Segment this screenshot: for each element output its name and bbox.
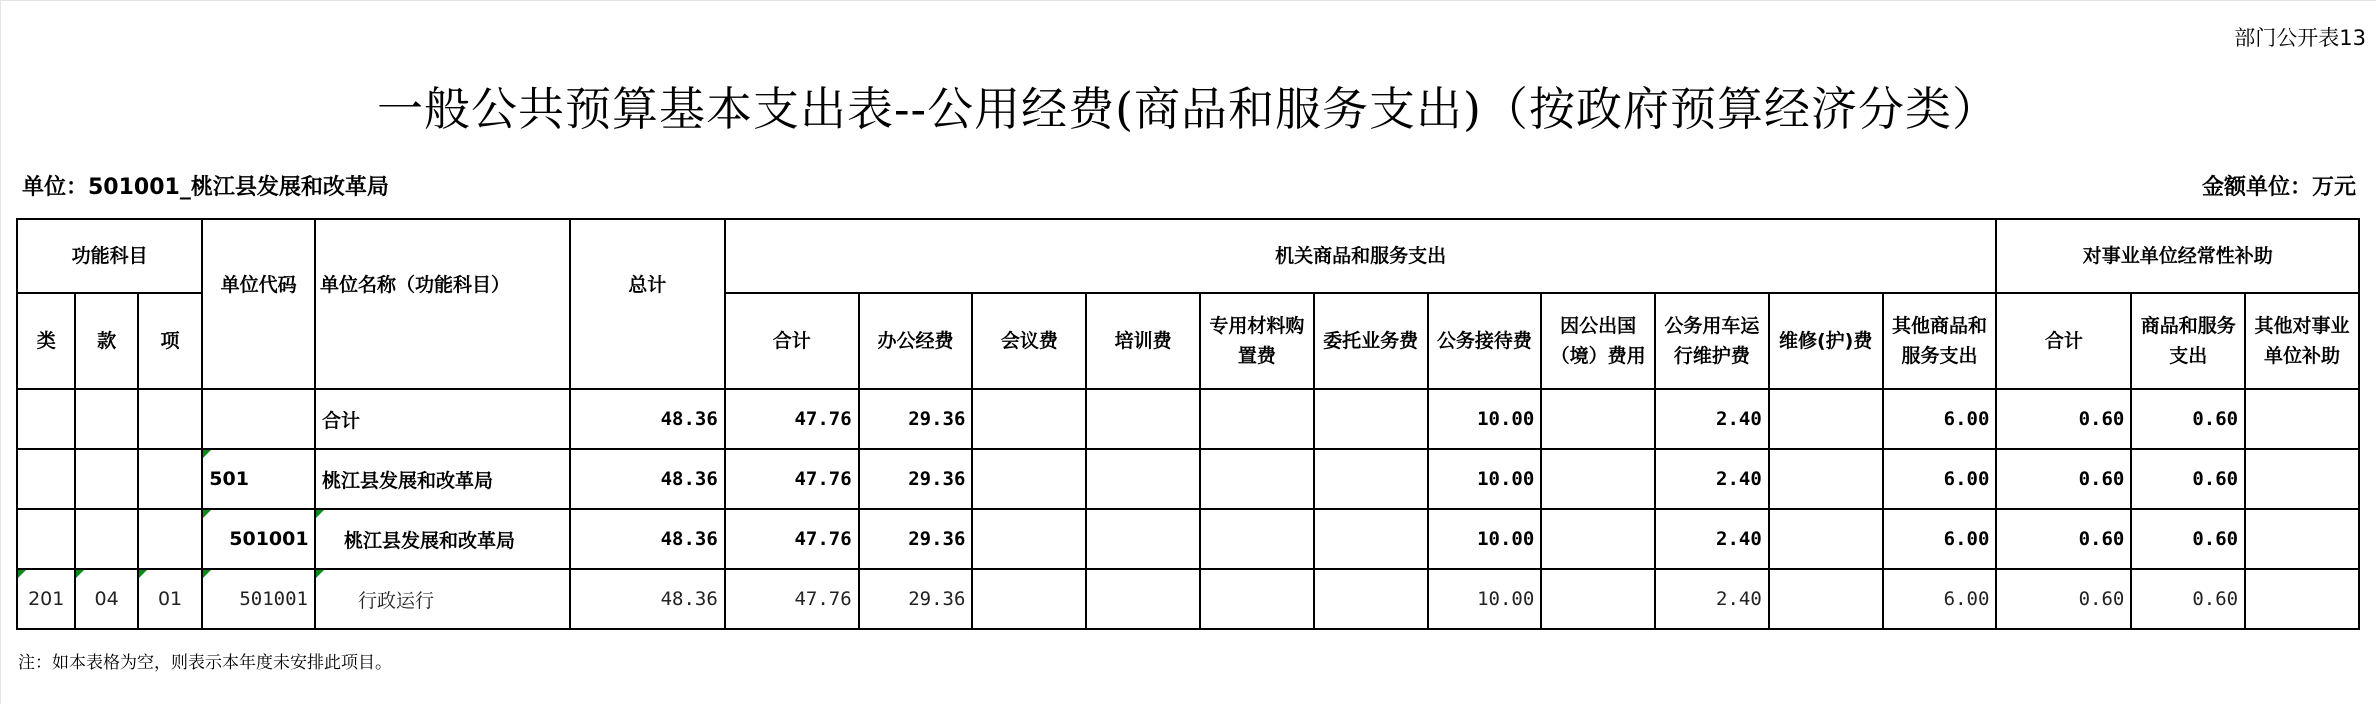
header-training-fee: 培训费: [1086, 293, 1200, 389]
cell-org[interactable]: 2.40: [1655, 449, 1769, 509]
cell-sub[interactable]: 0.60: [2131, 569, 2245, 629]
cell-name[interactable]: 桃江县发展和改革局: [315, 509, 570, 569]
header-total: 总计: [570, 219, 725, 389]
cell-org[interactable]: 47.76: [725, 449, 859, 509]
cell-org[interactable]: 10.00: [1428, 389, 1542, 449]
cell-org[interactable]: 6.00: [1883, 389, 1997, 449]
header-meeting-fee: 会议费: [972, 293, 1086, 389]
cell-org[interactable]: [1086, 389, 1200, 449]
cell-kuan[interactable]: [75, 389, 137, 449]
header-lei: 类: [17, 293, 75, 389]
cell-sub[interactable]: 0.60: [1996, 569, 2131, 629]
header-unit-code: 单位代码: [202, 219, 315, 389]
table-row: [17, 569, 2359, 629]
cell-org[interactable]: 6.00: [1883, 569, 1997, 629]
cell-org[interactable]: [972, 569, 1086, 629]
header-row-1: [17, 219, 2359, 293]
cell-name[interactable]: 行政运行: [315, 569, 570, 629]
cell-sub[interactable]: 0.60: [2131, 509, 2245, 569]
cell-code[interactable]: 501001: [202, 569, 315, 629]
form-tag: 部门公开表13: [2234, 26, 2366, 50]
cell-org[interactable]: [1200, 569, 1314, 629]
cell-org[interactable]: [1200, 389, 1314, 449]
cell-org[interactable]: [1769, 509, 1883, 569]
cell-org[interactable]: 6.00: [1883, 509, 1997, 569]
cell-org[interactable]: [1541, 569, 1655, 629]
cell-xiang[interactable]: 01: [138, 569, 202, 629]
table-row: [17, 509, 2359, 569]
unit-label: 单位：501001_桃江县发展和改革局: [22, 175, 389, 200]
header-subsidy-other: 其他对事业单位补助: [2245, 293, 2359, 389]
cell-org[interactable]: [1086, 569, 1200, 629]
cell-org[interactable]: 29.36: [859, 389, 973, 449]
header-commission-fee: 委托业务费: [1314, 293, 1428, 389]
cell-org[interactable]: 2.40: [1655, 389, 1769, 449]
cell-org[interactable]: [1200, 509, 1314, 569]
cell-lei[interactable]: [17, 509, 75, 569]
cell-xiang[interactable]: [138, 449, 202, 509]
cell-org[interactable]: 47.76: [725, 569, 859, 629]
header-reception-fee: 公务接待费: [1428, 293, 1542, 389]
cell-org[interactable]: 6.00: [1883, 449, 1997, 509]
cell-org[interactable]: [972, 449, 1086, 509]
cell-sub[interactable]: [2245, 569, 2359, 629]
cell-sub[interactable]: 0.60: [1996, 389, 2131, 449]
cell-name[interactable]: 合计: [315, 389, 570, 449]
header-office-cost: 办公经费: [859, 293, 973, 389]
cell-org[interactable]: [1541, 449, 1655, 509]
table-row: [17, 389, 2359, 449]
cell-name[interactable]: 桃江县发展和改革局: [315, 449, 570, 509]
cell-org[interactable]: [1769, 569, 1883, 629]
cell-sub[interactable]: [2245, 509, 2359, 569]
header-unit-name: 单位名称（功能科目）: [315, 219, 570, 389]
cell-org[interactable]: 2.40: [1655, 509, 1769, 569]
cell-sub[interactable]: 0.60: [1996, 509, 2131, 569]
cell-xiang[interactable]: [138, 389, 202, 449]
cell-org[interactable]: 29.36: [859, 509, 973, 569]
header-func-subject: 功能科目: [17, 219, 202, 293]
cell-kuan[interactable]: 04: [75, 569, 137, 629]
cell-org[interactable]: [1769, 449, 1883, 509]
cell-sub[interactable]: 0.60: [2131, 449, 2245, 509]
cell-org[interactable]: [1769, 389, 1883, 449]
cell-org[interactable]: [1541, 389, 1655, 449]
cell-lei[interactable]: [17, 449, 75, 509]
header-subsidy-group: 对事业单位经常性补助: [1996, 219, 2359, 293]
expense-table: [16, 218, 2360, 630]
cell-org[interactable]: [1314, 569, 1428, 629]
cell-org[interactable]: 10.00: [1428, 449, 1542, 509]
cell-code[interactable]: 501001: [202, 509, 315, 569]
cell-xiang[interactable]: [138, 509, 202, 569]
cell-org[interactable]: 29.36: [859, 449, 973, 509]
cell-org[interactable]: [1314, 389, 1428, 449]
cell-total[interactable]: 48.36: [570, 569, 725, 629]
header-subsidy-total: 合计: [1996, 293, 2131, 389]
cell-org[interactable]: [1200, 449, 1314, 509]
cell-org[interactable]: 29.36: [859, 569, 973, 629]
cell-total[interactable]: 48.36: [570, 509, 725, 569]
cell-sub[interactable]: 0.60: [1996, 449, 2131, 509]
cell-kuan[interactable]: [75, 449, 137, 509]
amount-unit: 金额单位：万元: [2201, 175, 2356, 200]
cell-org[interactable]: [1541, 509, 1655, 569]
page-title: 一般公共预算基本支出表--公用经费(商品和服务支出)（按政府预算经济分类）: [377, 82, 1999, 136]
cell-org[interactable]: [972, 509, 1086, 569]
cell-org[interactable]: 10.00: [1428, 509, 1542, 569]
header-xiang: 项: [138, 293, 202, 389]
header-org-group: 机关商品和服务支出: [725, 219, 1997, 293]
cell-lei[interactable]: [17, 389, 75, 449]
cell-org[interactable]: 47.76: [725, 389, 859, 449]
header-special-materials: 专用材料购置费: [1200, 293, 1314, 389]
cell-org[interactable]: [1314, 449, 1428, 509]
cell-code[interactable]: [202, 389, 315, 449]
header-vehicle-fee: 公务用车运行维护费: [1655, 293, 1769, 389]
cell-org[interactable]: [1086, 509, 1200, 569]
header-repair-fee: 维修(护)费: [1769, 293, 1883, 389]
cell-sub[interactable]: [2245, 389, 2359, 449]
cell-lei[interactable]: 201: [17, 569, 75, 629]
cell-org[interactable]: 2.40: [1655, 569, 1769, 629]
cell-org[interactable]: [1314, 509, 1428, 569]
footnote: 注：如本表格为空，则表示本年度未安排此项目。: [18, 653, 392, 673]
cell-org[interactable]: 47.76: [725, 509, 859, 569]
cell-org[interactable]: 10.00: [1428, 569, 1542, 629]
cell-total[interactable]: 48.36: [570, 389, 725, 449]
cell-kuan[interactable]: [75, 509, 137, 569]
table-row: [17, 449, 2359, 509]
cell-total[interactable]: 48.36: [570, 449, 725, 509]
header-other-goods: 其他商品和服务支出: [1883, 293, 1997, 389]
cell-sub[interactable]: [2245, 449, 2359, 509]
header-overseas-fee: 因公出国（境）费用: [1541, 293, 1655, 389]
cell-code[interactable]: 501: [202, 449, 315, 509]
header-subsidy-goods: 商品和服务支出: [2131, 293, 2245, 389]
cell-org[interactable]: [972, 389, 1086, 449]
header-kuan: 款: [75, 293, 137, 389]
cell-org[interactable]: [1086, 449, 1200, 509]
cell-sub[interactable]: 0.60: [2131, 389, 2245, 449]
header-org-total: 合计: [725, 293, 859, 389]
